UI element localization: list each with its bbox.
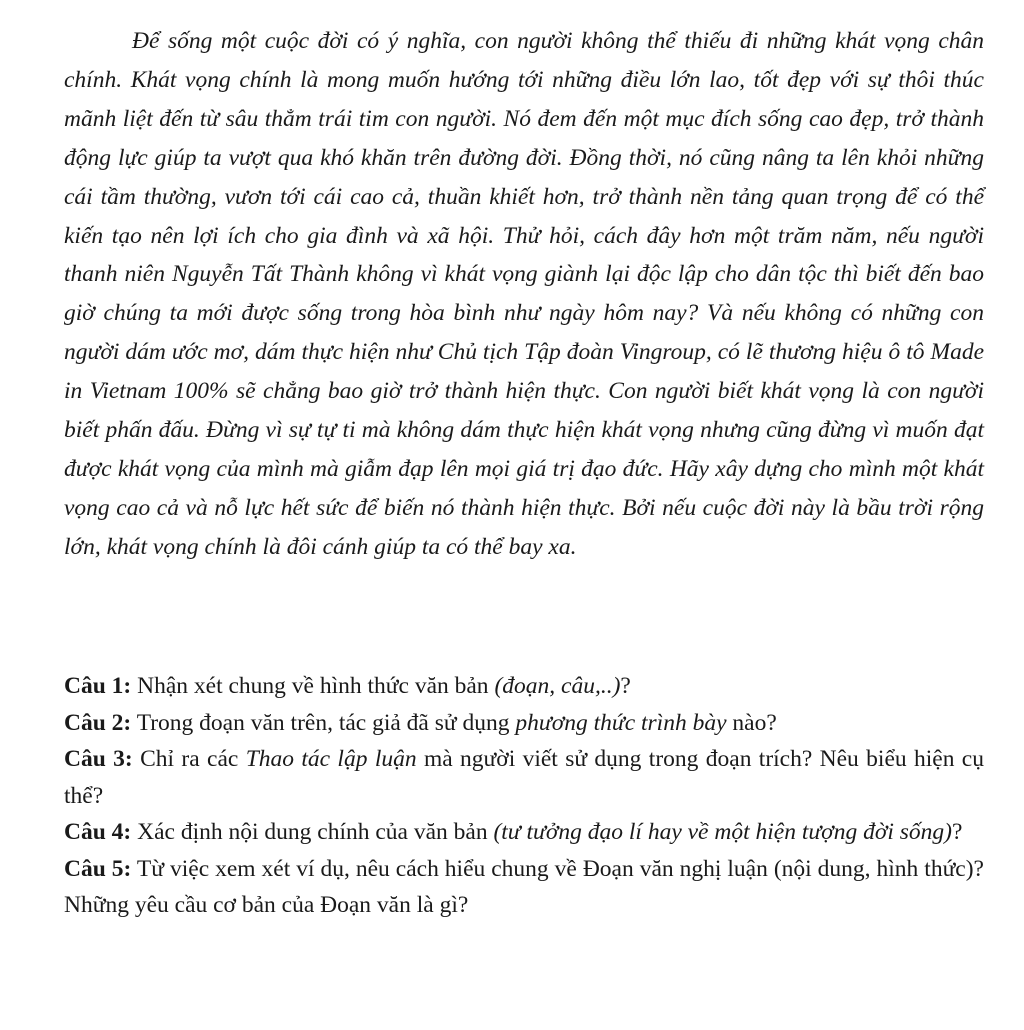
question-label: Câu 2: xyxy=(64,709,132,736)
question-label: Câu 3: xyxy=(64,746,133,772)
question-label: Câu 1: xyxy=(64,673,132,699)
question-text-end: ? xyxy=(952,819,963,845)
question-text-end: nào? xyxy=(726,709,777,736)
question-text: Chỉ ra các xyxy=(132,746,246,772)
question-list xyxy=(64,668,984,924)
question-text: Từ việc xem xét ví dụ, nêu cách hiểu chung về Đoạn văn nghị luận (nội dung, hình thức)? Những yêu cầu cơ bản của Đoạn văn là gì? xyxy=(64,855,984,918)
question-emphasis: (đoạn, câu,..) xyxy=(494,673,621,699)
question-text-end: ? xyxy=(620,673,631,699)
question-item xyxy=(64,741,984,814)
question-label: Câu 5: xyxy=(64,855,132,882)
question-label: Câu 4: xyxy=(64,819,132,845)
question-emphasis: (tư tưởng đạo lí hay về một hiện tượng đời sống) xyxy=(493,819,953,845)
question-item xyxy=(64,851,984,924)
question-item xyxy=(64,705,984,742)
passage-paragraph: Để sống một cuộc đời có ý nghĩa, con người không thể thiếu đi những khát vọng chân chính. Khát vọng chính là mong muốn hướng tới những điều lớn lao, tốt đẹp với sự thôi thúc mãnh liệt đến từ sâu thẳm trái tim con người. Nó đem đến một mục đích sống cao đẹp, trở thành động lực giúp ta vượt qua khó khăn trên đường đời. Đồng thời, nó cũng nâng ta lên khỏi những cái tầm thường, vươn tới cái cao cả, thuần khiết hơn, trở thành nền tảng quan trọng để có thể kiến tạo nên lợi ích cho gia đình và xã hội. Thử hỏi, cách đây hơn một trăm năm, nếu người thanh niên Nguyễn Tất Thành không vì khát vọng giành lại độc lập cho dân tộc thì biết đến bao giờ chúng ta mới được sống trong hòa bình như ngày hôm nay? Và nếu không có những con người dám ước mơ, dám thực hiện như Chủ tịch Tập đoàn Vingroup, có lẽ thương hiệu ô tô Made in Vietnam 100% sẽ chẳng bao giờ trở thành hiện thực. Con người biết khát vọng là con người biết phấn đấu. Đừng vì sự tự ti mà không dám thực hiện khát vọng nhưng cũng đừng vì muốn đạt được khát vọng của mình mà giẫm đạp lên mọi giá trị đạo đức. Hãy xây dựng cho mình một khát vọng cao cả và nỗ lực hết sức để biến nó thành hiện thực. Bởi nếu cuộc đời này là bầu trời rộng lớn, khát vọng chính là đôi cánh giúp ta có thể bay xa. xyxy=(64,28,984,560)
question-emphasis: Thao tác lập luận xyxy=(245,746,417,772)
question-item xyxy=(64,814,984,851)
question-text: Trong đoạn văn trên, tác giả đã sử dụng xyxy=(131,709,516,736)
question-text: Nhận xét chung về hình thức văn bản xyxy=(131,673,495,699)
question-text: Xác định nội dung chính của văn bản xyxy=(131,819,494,845)
question-item xyxy=(64,668,984,705)
question-text-end: mà người viết sử dụng trong đoạn trích? Nêu biểu hiện cụ thể? xyxy=(64,746,984,809)
question-emphasis: phương thức trình bày xyxy=(515,709,727,736)
